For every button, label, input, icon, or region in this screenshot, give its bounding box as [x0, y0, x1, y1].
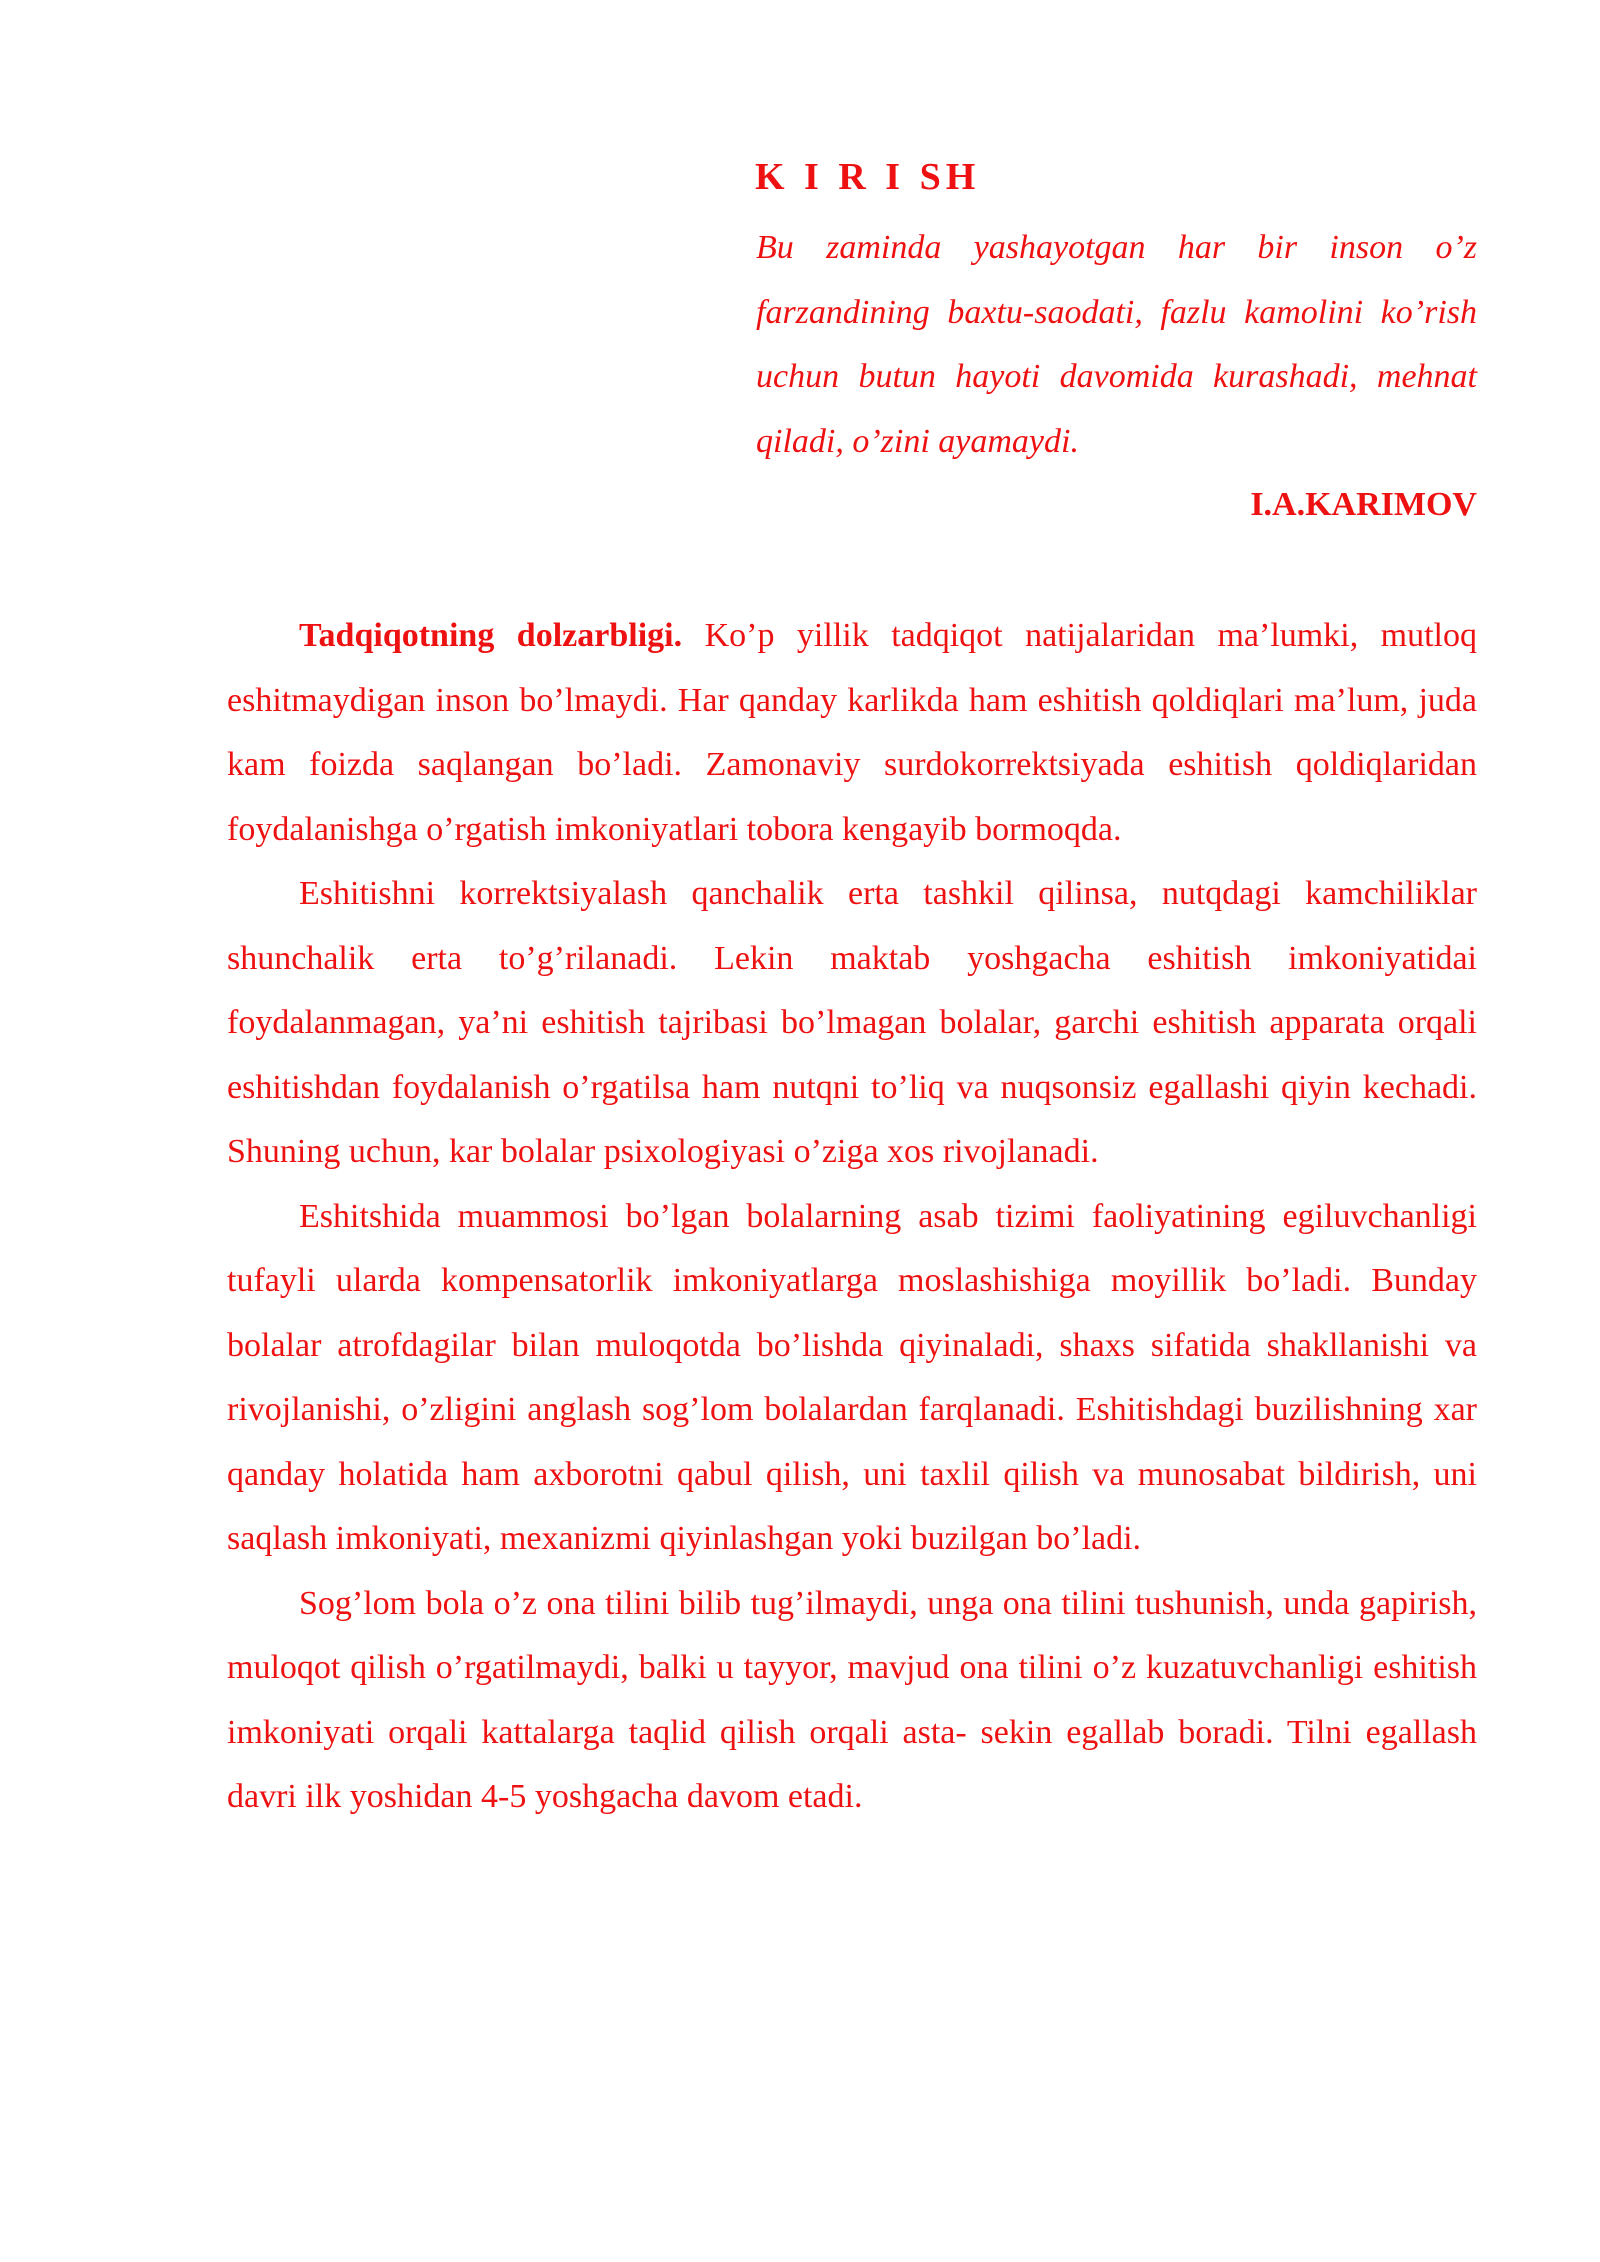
paragraph-language: Sog’lom bola o’z ona tilini bilib tug’ilmaydi, unga ona tilini tushunish, unda gapirish, muloqot qilish o’rgatilmaydi, balki u tayyor, mavjud ona tilini o’z kuzatuvchanligi eshitish imkoniyati orqali kattalarga taqlid qilish orqali asta- sekin egallab boradi. Tilni egallash davri ilk yoshidan 4-5 yoshgacha davom etadi. — [227, 1584, 1477, 1815]
body-text — [227, 604, 1477, 1830]
paragraph-text: Ko’p yillik tadqiqot natijalaridan ma’lumki, mutloq eshitmaydigan inson bo’lmaydi. Har qanday karlikda ham eshitish qoldiqlari ma’lum, juda kam foizda saqlangan bo’ladi. Zamonaviy surdokorrektsiyada eshitish qoldiqlaridan foydalanishga o’rgatish imkoniyatlari tobora kengayib bormoqda. — [227, 617, 1478, 848]
paragraph-correction: Eshitishni korrektsiyalash qanchalik erta tashkil qilinsa, nutqdagi kamchiliklar shunchalik erta to’g’rilanadi. Lekin maktab yoshgacha eshitish imkoniyatidai foydalanmagan, ya’ni eshitish tajribasi bo’lmagan bolalar, garchi eshitish apparata orqali eshitishdan foydalanish o’rgatilsa ham nutqni to’liq va nuqsonsiz egallashi qiyin kechadi. Shuning uchun, kar bolalar psixologiyasi o’ziga xos rivojlanadi. — [227, 875, 1477, 1170]
paragraph-relevance — [227, 604, 1477, 862]
epigraph-author: I.A.KARIMOV — [1250, 486, 1477, 523]
epigraph-quote: Bu zaminda yashayotgan har bir inson o’z farzandining baxtu-saodati, fazlu kamolini ko’rish uchun butun hayoti davomida kurashadi, mehnat qiladi, o’zini ayamaydi. — [756, 229, 1477, 460]
paragraph-compensation: Eshitshida muammosi bo’lgan bolalarning asab tizimi faoliyatining egiluvchanligi tufayli ularda kompensatorlik imkoniyatlarga moslashishiga moyillik bo’ladi. Bunday bolalar atrofdagilar bilan muloqotda bo’lishda qiyinaladi, shaxs sifatida shakllanishi va rivojlanishi, o’zligini anglash sog’lom bolalardan farqlanadi. Eshitishdagi buzilishning xar qanday holatida ham axborotni qabul qilish, uni taxlil qilish va munosabat bildirish, uni saqlash imkoniyati, mexanizmi qiyinlashgan yoki buzilgan bo’ladi. — [227, 1197, 1477, 1557]
paragraph-lead: Tadqiqotning dolzarbligi. — [299, 617, 683, 654]
section-heading: K I R I SH — [755, 156, 981, 198]
